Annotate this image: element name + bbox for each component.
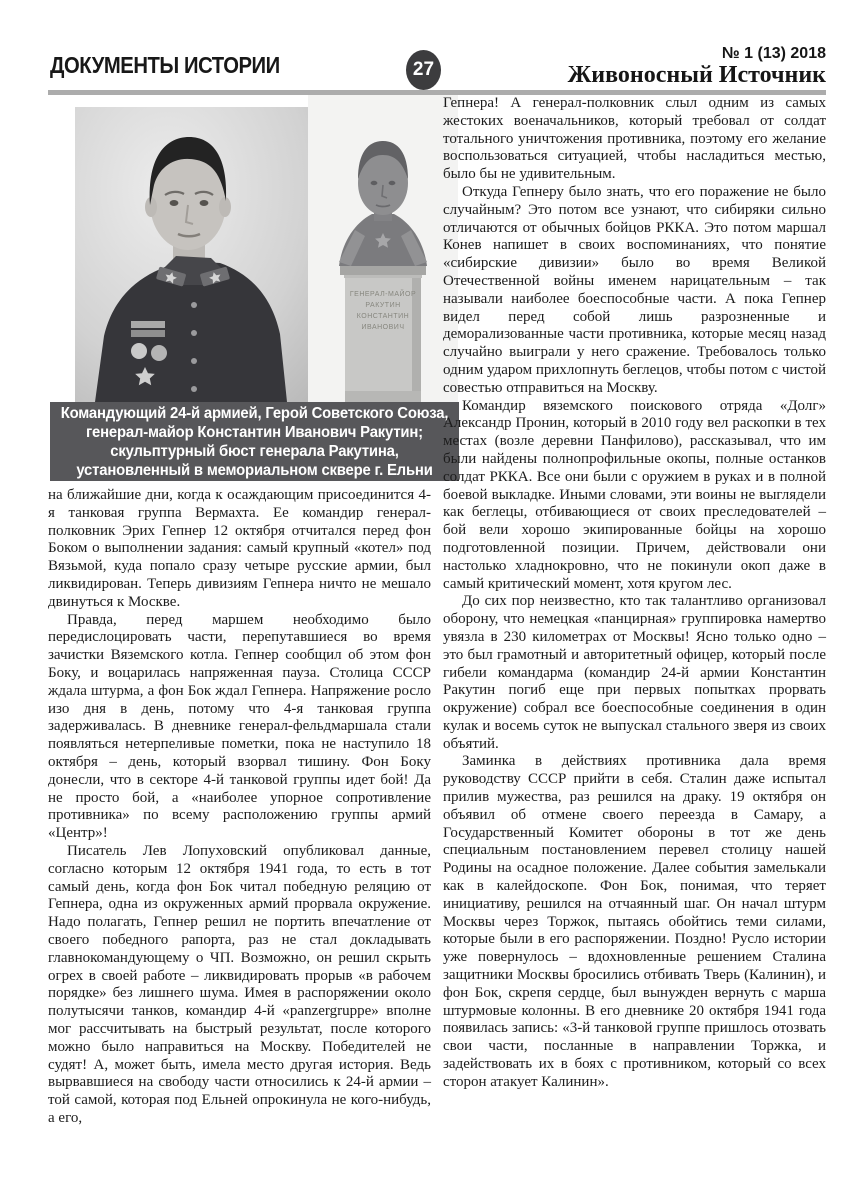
issue-number: № 1 (13) 2018 — [721, 45, 826, 62]
paragraph: До сих пор неизвестно, кто так талантливо организовал оборону, что немецкая «панцирная» группировка намертво увязла в 230 километрах от Москвы! Ясно только одно – это был грамотный и авторитетный офицер, который после гибели командарма (командир 24-й армии Константин Ракутин погиб еще при первых попытках прорвать окружение) собрал все боеспособные соединения в один кулак и восемь суток не выпускал стального зверя из своих объятий. — [443, 593, 826, 752]
text-column-right — [443, 95, 826, 1092]
caption-line: Командующий 24-й армией, Герой Советского Союза, — [60, 405, 449, 422]
caption-line: установленный в мемориальном сквере г. Ельни — [76, 462, 433, 479]
header-rule — [48, 90, 826, 95]
portrait-photo-image — [75, 107, 308, 402]
paragraph: Откуда Гепнеру было знать, что его поражение не было случайным? Это потом все узнают, что сибиряки сильно отличаются от обычных бойцов РККА. Это потом маршал Конев напишет в своих воспоминаниях, что понятие «сибирские дивизии» было во время Великой Отечественной войны именем нарицательным – так называли наиболее боеспособные части. А пока Гепнер видел перед собой лишь разрозненные и деморализованные части противника, которые месяц назад случайно выиграли у него сражение. Требовалось только одним ударом прихлопнуть беглецов, чтобы потом с чистой совестью отправиться на Москву. — [443, 183, 826, 396]
paragraph: на ближайшие дни, когда к осаждающим присоединится 4-я танковая группа Вермахта. Ее командир генерал-полковник Эрих Гепнер 12 октября отчитался перед фон Боком о выполнении задания: самый крупный «котел» под Вязьмой, куда попало сразу четыре русские армии, был ликвидирован. Теперь дивизиям Гепнера ничто не мешало двинуться к Москве. — [48, 487, 431, 610]
journal-title: Живоносный Источник — [567, 62, 826, 88]
paragraph: Писатель Лев Лопуховский опубликовал данные, согласно которым 12 октября 1941 года, то есть в тот самый день, когда фон Бок читал победную реляцию от Гепнера, одна из окруженных армий прорвала окружение. Надо полагать, Гепнер решил не портить впечатление от своего победного рапорта, раз не стал докладывать главнокомандующему о ЧП. Возможно, он решил скрыть огрех в своей работе – ликвидировать прорыв «в рабочем порядке» без лишнего шума. Имея в распоряжении около полутысячи танков, командир 4-й «panzergruppe» вполне мог рассчитывать на быстрый результат, после которого можно было направиться на Москву. Победителей не судят! А, может быть, имела место другая история. Ведь вырвавшиеся на свободу части относились к 24-й армии – той самой, которая под Ельней опрокинула не кого-нибудь, а его, — [48, 842, 431, 1126]
bust-plaque-line: ГЕНЕРАЛ-МАЙОР — [349, 291, 417, 298]
portrait-photo — [75, 107, 308, 402]
caption-line: скульптурный бюст генерала Ракутина, — [110, 443, 399, 460]
bust-plaque-line: КОНСТАНТИН — [356, 313, 410, 320]
bust-photo — [308, 95, 458, 402]
bust-photo-image — [308, 95, 458, 402]
caption-line: генерал-майор Константин Иванович Ракутин; — [86, 424, 423, 441]
paragraph: Командир вяземского поискового отряда «Долг» Александр Пронин, который в 2010 году вел раскопки в тех местах (возле деревни Панфилово), рассказывал, что им были найдены полнопрофильные окопы, полные останков солдат РККА. Все они были с оружием в руках и в полной боевой выкладке. Иными словами, эти воины не выглядели как беглецы, отбивающиеся от своих преследователей – бой вели хорошо экипированные бойцы на хорошо подготовленной позиции. Причем, действовали они настолько хладнокровно, что не покинули окоп даже в самый критический момент, хотя кругом лес. — [443, 397, 826, 592]
paragraph: Гепнера! А генерал-полковник слыл одним из самых жестоких военачальников, который требовал от солдат тотального уничтожения противника, поэтому его желание воспользоваться ситуацией, чтобы насладиться местью, было бы не удивительным. — [443, 95, 826, 183]
paragraph: Правда, перед маршем необходимо было передислоцировать части, перепутавшиеся во время зачистки Вяземского котла. Гепнер сообщил об этом фон Боку, и воцарилась напряженная пауза. Столица СССР ждала штурма, а фон Бок ждал Гепнера. Напряжение росло изо дня в день, потому что 4-я танковая группа задерживалась. В дневнике генерал-фельдмаршала стали появляться нетерпеливые пометки, пока не наступило 18 октября – день, который взорвал тишину. Фон Боку донесли, что в секторе 4-й танковой группы идет бой! Да не просто бой, а «наиболее упорное сопротивление противника» по всему расположению группы армий «Центр»! — [48, 611, 431, 842]
paragraph: Заминка в действиях противника дала время руководству СССР прийти в себя. Сталин даже испытал прилив мужества, раз решился на драку. 19 октября он объявил об отмене своего переезда в Самару, а Государственный Комитет обороны в тот же день специальным постановлением перевел столицу нашей Родины на осадное положение. Далее события замелькали как в калейдоскопе. Фон Бок, понимая, что теряет инициативу, решился на отчаянный шаг. Он начал штурм Москвы через Торжок, пытаясь обойтись теми силами, которые были в его распоряжении. Поздно! Русло истории уже повернулось – вдохновленные решением Сталина защитники Москвы бросились отбивать Тверь (Калинин), и фон Бок, скрепя сердце, был вынужден вернуть с марша штурмовые колонны. В его дневнике 20 октября 1941 года появилась запись: «3-й танковой группе пришлось отозвать свои части, посланные в направлении Торжка, и задействовать их в боях с противником, который со всех сторон атакует Калинин». — [443, 753, 826, 1090]
bust-plaque-line: РАКУТИН — [365, 302, 401, 309]
text-column-left — [48, 487, 431, 1128]
photo-caption — [50, 402, 459, 481]
section-title: ДОКУМЕНТЫ ИСТОРИИ — [50, 52, 280, 78]
bust-plaque-line: ИВАНОВИЧ — [361, 324, 405, 331]
page-number: 27 — [412, 59, 435, 80]
page-number-badge — [406, 50, 441, 90]
